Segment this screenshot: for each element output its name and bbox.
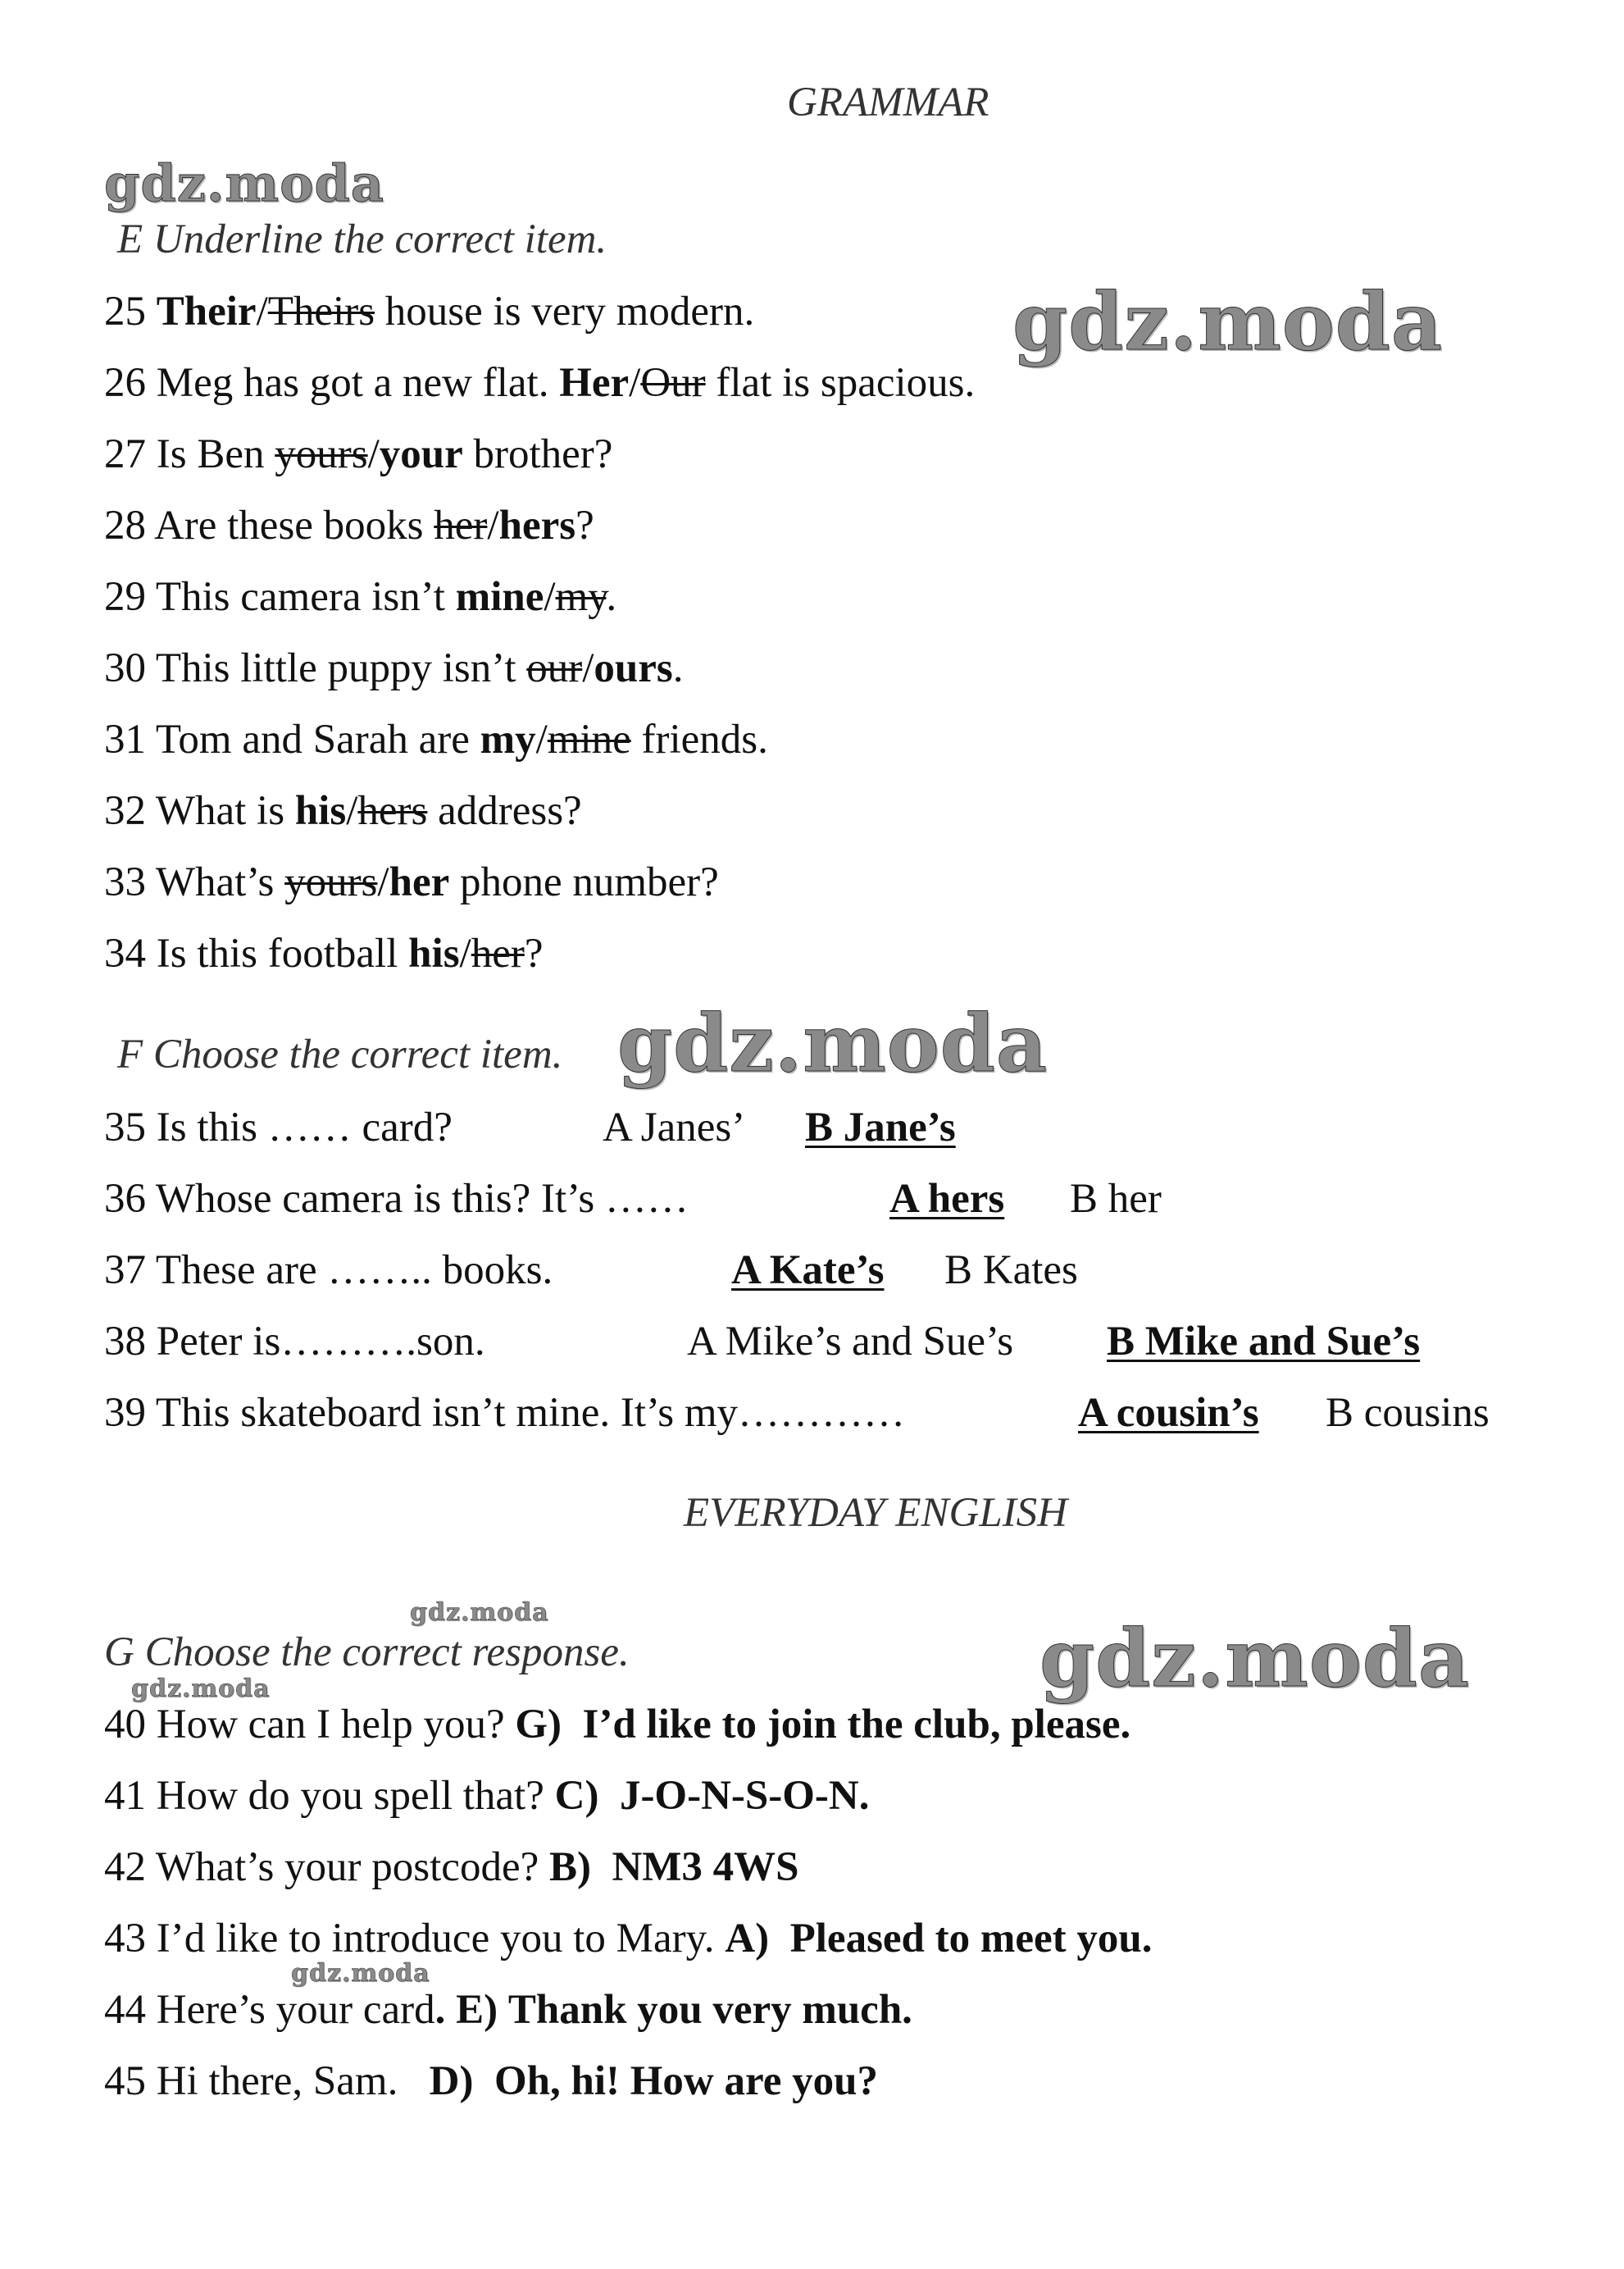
watermark-logo: gdz.moda	[617, 997, 1049, 1090]
response-item-42: 42 What’s your postcode? B) NM3 4WS	[104, 1844, 799, 1890]
choice-option-b: B cousins	[1326, 1390, 1490, 1436]
choice-option-b: B Kates	[944, 1247, 1078, 1293]
everyday-english-title: EVERYDAY ENGLISH	[684, 1490, 1068, 1536]
exercise-item-31: 31 Tom and Sarah are my/mine friends.	[104, 717, 768, 763]
grammar-title: GRAMMAR	[787, 80, 989, 125]
watermark-logo: gdz.moda	[1012, 276, 1444, 368]
exercise-item-29: 29 This camera isn’t mine/my.	[104, 574, 617, 620]
section-g-instruction: G Choose the correct response.	[104, 1629, 630, 1675]
choice-option-b-correct: B Jane’s	[805, 1105, 956, 1150]
section-e-instruction: E Underline the correct item.	[117, 216, 607, 262]
choice-item-36: 36 Whose camera is this? It’s ……	[104, 1176, 689, 1222]
response-item-41: 41 How do you spell that? C) J-O-N-S-O-N.	[104, 1773, 870, 1819]
exercise-item-28: 28 Are these books her/hers?	[104, 503, 594, 549]
choice-option-b-correct: B Mike and Sue’s	[1107, 1319, 1421, 1365]
response-item-44: 44 Here’s your card. E) Thank you very much.	[104, 1987, 912, 2033]
choice-option-a-correct: A Kate’s	[731, 1247, 885, 1293]
watermark-logo: gdz.moda	[1039, 1612, 1471, 1705]
choice-item-38: 38 Peter is……….son.	[104, 1319, 485, 1365]
choice-option-a: A Janes’	[603, 1105, 746, 1150]
choice-option-a-correct: A cousin’s	[1078, 1390, 1259, 1436]
choice-option-a: A Mike’s and Sue’s	[687, 1319, 1014, 1365]
watermark-logo: gdz.moda	[291, 1959, 430, 1988]
exercise-item-30: 30 This little puppy isn’t our/ours.	[104, 645, 684, 691]
section-f-instruction: F Choose the correct item.	[117, 1032, 563, 1078]
watermark-logo: gdz.moda	[104, 153, 384, 213]
choice-option-b: B her	[1070, 1176, 1162, 1222]
exercise-item-25: 25 Their/Theirs house is very modern.	[104, 289, 755, 335]
response-item-43: 43 I’d like to introduce you to Mary. A) Pleased to meet you.	[104, 1916, 1153, 1961]
exercise-item-34: 34 Is this football his/her?	[104, 931, 544, 977]
response-item-40: 40 How can I help you? G) I’d like to join the club, please.	[104, 1702, 1131, 1747]
response-item-45: 45 Hi there, Sam. D) Oh, hi! How are you?	[104, 2058, 878, 2104]
exercise-item-32: 32 What is his/hers address?	[104, 788, 582, 834]
choice-item-35: 35 Is this …… card?	[104, 1105, 453, 1150]
exercise-item-27: 27 Is Ben yours/your brother?	[104, 431, 613, 477]
watermark-logo: gdz.moda	[410, 1598, 549, 1627]
exercise-item-26: 26 Meg has got a new flat. Her/Our flat is spacious.	[104, 360, 976, 406]
choice-item-37: 37 These are …….. books.	[104, 1247, 553, 1293]
exercise-item-33: 33 What’s yours/her phone number?	[104, 859, 719, 905]
watermark-logo: gdz.moda	[131, 1674, 271, 1703]
choice-option-a-correct: A hers	[889, 1176, 1005, 1222]
choice-item-39: 39 This skateboard isn’t mine. It’s my…………	[104, 1390, 905, 1436]
